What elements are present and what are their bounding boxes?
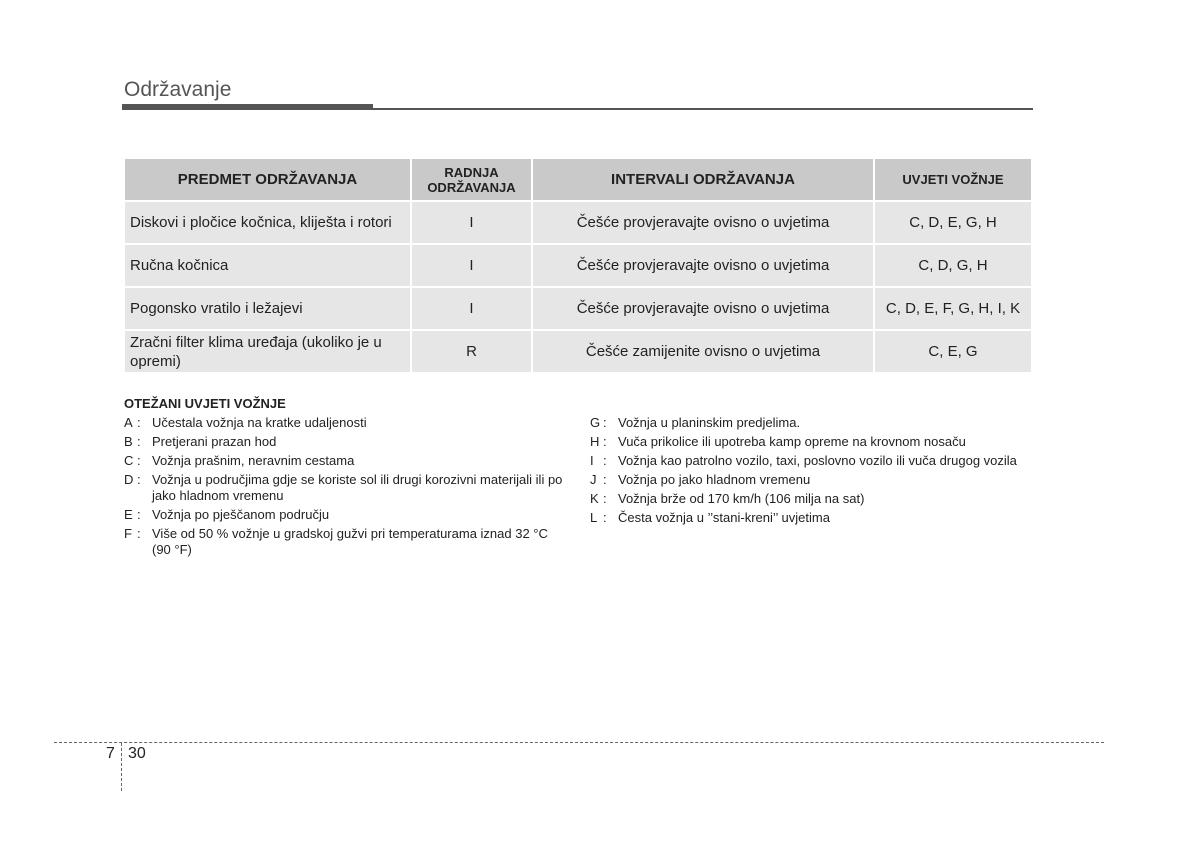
cell-conditions: C, D, E, F, G, H, I, K bbox=[875, 288, 1031, 329]
cell-interval: Češće provjeravajte ovisno o uvjetima bbox=[533, 288, 873, 329]
condition-text: Vožnja brže od 170 km/h (106 milja na sat) bbox=[618, 491, 865, 506]
header-maintenance-action: RADNJA ODRŽAVANJA bbox=[412, 159, 531, 200]
cell-interval: Češće zamijenite ovisno o uvjetima bbox=[533, 331, 873, 372]
page-title: Održavanje bbox=[124, 78, 232, 101]
conditions-list-right bbox=[590, 415, 1030, 529]
condition-key: H bbox=[590, 434, 600, 449]
footer-divider bbox=[54, 742, 1104, 743]
cell-conditions: C, E, G bbox=[875, 331, 1031, 372]
condition-text: Učestala vožnja na kratke udaljenosti bbox=[152, 415, 367, 430]
footer-vertical-divider bbox=[121, 743, 122, 791]
maintenance-table bbox=[123, 157, 1033, 374]
list-item bbox=[124, 472, 564, 504]
conditions-list-left bbox=[124, 415, 564, 561]
condition-key: B bbox=[124, 434, 133, 449]
list-item bbox=[590, 434, 1030, 450]
list-item bbox=[124, 434, 564, 450]
cell-item: Zračni filter klima uređaja (ukoliko je u opremi) bbox=[125, 331, 410, 372]
condition-key: L bbox=[590, 510, 598, 525]
condition-text: Vožnja u planinskim predjelima. bbox=[618, 415, 801, 430]
condition-separator: : bbox=[137, 472, 141, 487]
list-item bbox=[124, 507, 564, 523]
condition-text: Česta vožnja u ’’stani-kreni’’ uvjetima bbox=[618, 510, 830, 525]
cell-action: I bbox=[412, 245, 531, 286]
cell-item: Pogonsko vratilo i ležajevi bbox=[125, 288, 410, 329]
list-item bbox=[590, 472, 1030, 488]
condition-separator: : bbox=[603, 415, 607, 430]
table-row bbox=[125, 245, 1031, 286]
condition-separator: : bbox=[137, 434, 141, 449]
condition-text: Pretjerani prazan hod bbox=[152, 434, 277, 449]
cell-interval: Češće provjeravajte ovisno o uvjetima bbox=[533, 245, 873, 286]
header-maintenance-item: PREDMET ODRŽAVANJA bbox=[125, 159, 410, 200]
cell-item: Ručna kočnica bbox=[125, 245, 410, 286]
condition-key: I bbox=[590, 453, 594, 468]
condition-key: F bbox=[124, 526, 132, 541]
cell-conditions: C, D, G, H bbox=[875, 245, 1031, 286]
list-item bbox=[590, 510, 1030, 526]
header-maintenance-interval: INTERVALI ODRŽAVANJA bbox=[533, 159, 873, 200]
condition-key: E bbox=[124, 507, 133, 522]
title-underline-thin bbox=[373, 108, 1033, 110]
condition-key: G bbox=[590, 415, 601, 430]
list-item bbox=[124, 415, 564, 431]
condition-separator: : bbox=[603, 434, 607, 449]
condition-separator: : bbox=[603, 510, 607, 525]
condition-separator: : bbox=[137, 453, 141, 468]
table-row bbox=[125, 288, 1031, 329]
condition-separator: : bbox=[137, 415, 141, 430]
condition-separator: : bbox=[137, 526, 141, 541]
condition-key: J bbox=[590, 472, 597, 487]
table-row bbox=[125, 331, 1031, 372]
cell-interval: Češće provjeravajte ovisno o uvjetima bbox=[533, 202, 873, 243]
condition-text: Vožnja po jako hladnom vremenu bbox=[618, 472, 811, 487]
conditions-heading: OTEŽANI UVJETI VOŽNJE bbox=[124, 396, 286, 411]
cell-action: I bbox=[412, 202, 531, 243]
condition-separator: : bbox=[603, 491, 607, 506]
condition-separator: : bbox=[603, 453, 607, 468]
condition-text: Vožnja u područjima gdje se koriste sol ili drugi korozivni materijali ili po jako hladnom vremenu bbox=[152, 472, 563, 503]
condition-key: K bbox=[590, 491, 599, 506]
list-item bbox=[590, 491, 1030, 507]
list-item bbox=[590, 453, 1030, 469]
chapter-number: 7 bbox=[106, 745, 115, 762]
cell-item: Diskovi i pločice kočnica, kliješta i rotori bbox=[125, 202, 410, 243]
condition-key: A bbox=[124, 415, 133, 430]
header-driving-conditions: UVJETI VOŽNJE bbox=[875, 159, 1031, 200]
condition-separator: : bbox=[137, 507, 141, 522]
list-item bbox=[124, 526, 564, 558]
list-item bbox=[590, 415, 1030, 431]
condition-separator: : bbox=[603, 472, 607, 487]
title-underline-dark bbox=[122, 104, 373, 110]
condition-text: Vožnja po pješčanom području bbox=[152, 507, 330, 522]
page-number: 30 bbox=[128, 745, 146, 762]
condition-text: Vuča prikolice ili upotreba kamp opreme na krovnom nosaču bbox=[618, 434, 966, 449]
condition-key: D bbox=[124, 472, 134, 487]
table-header-row bbox=[125, 159, 1031, 200]
table-row bbox=[125, 202, 1031, 243]
cell-action: R bbox=[412, 331, 531, 372]
list-item bbox=[124, 453, 564, 469]
condition-text: Vožnja prašnim, neravnim cestama bbox=[152, 453, 355, 468]
cell-action: I bbox=[412, 288, 531, 329]
cell-conditions: C, D, E, G, H bbox=[875, 202, 1031, 243]
condition-text: Vožnja kao patrolno vozilo, taxi, poslovno vozilo ili vuča drugog vozila bbox=[618, 453, 1017, 468]
condition-text: Više od 50 % vožnje u gradskoj gužvi pri temperaturama iznad 32 °C (90 °F) bbox=[152, 526, 548, 557]
condition-key: C bbox=[124, 453, 134, 468]
